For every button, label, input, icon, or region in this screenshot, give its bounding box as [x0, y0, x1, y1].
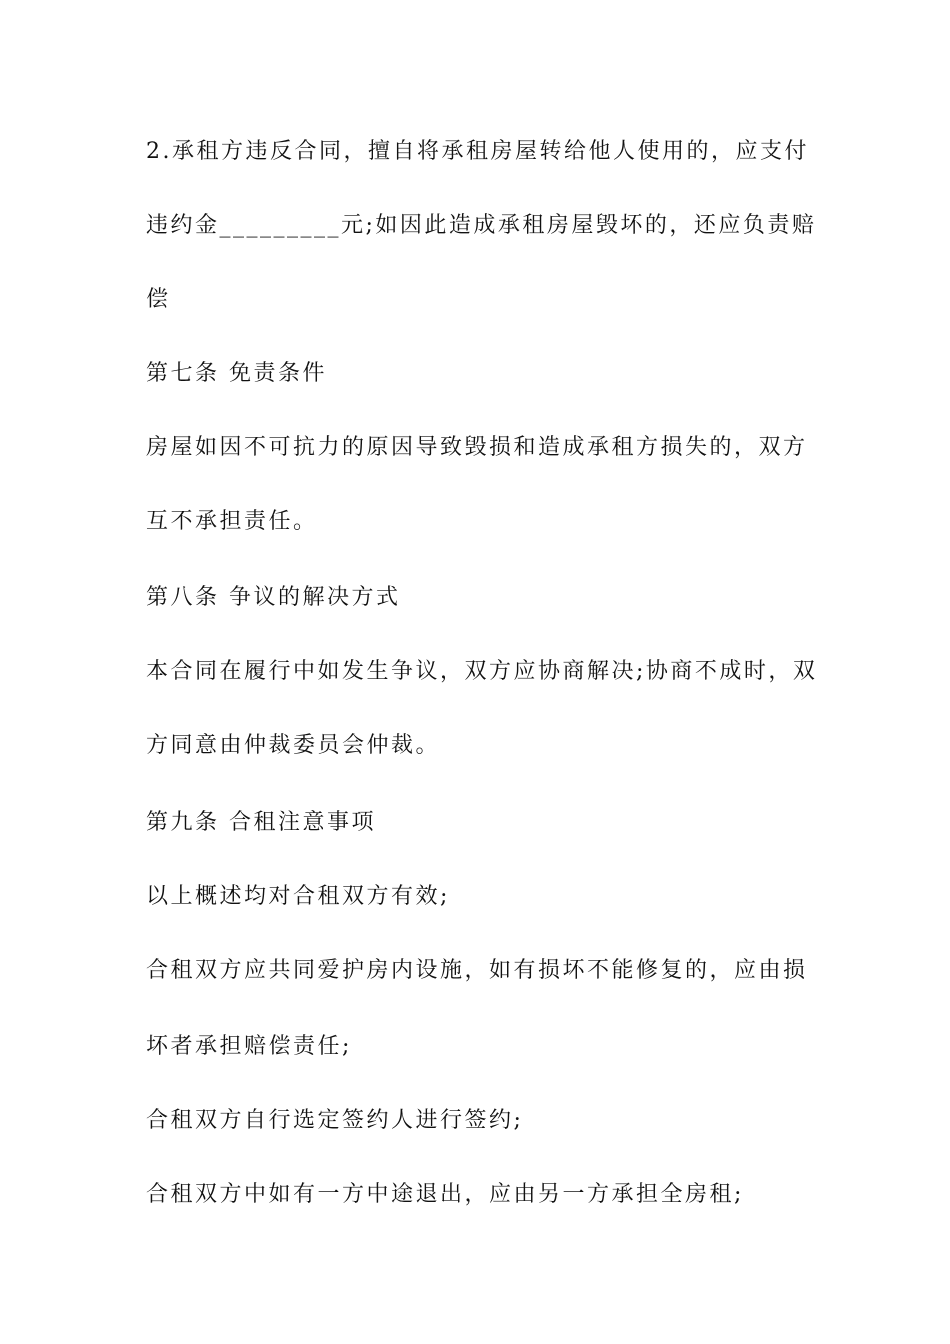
section-heading: 第七条 免责条件 [146, 361, 327, 386]
section-heading: 第九条 合租注意事项 [146, 810, 376, 835]
paragraph-line: 合租双方中如有一方中途退出，应由另一方承担全房租; [146, 1182, 744, 1207]
paragraph-line: 违约金_________元;如因此造成承租房屋毁坏的，还应负责赔 [146, 213, 817, 238]
paragraph-line: 以上概述均对合租双方有效; [146, 884, 450, 909]
paragraph-line: 坏者承担赔偿责任; [146, 1034, 352, 1059]
paragraph-line: 互不承担责任。 [146, 509, 318, 534]
paragraph-line: 方同意由仲裁委员会仲裁。 [146, 733, 441, 758]
paragraph-line: 2.承租方违反合同，擅自将承租房屋转给他人使用的，应支付 [146, 139, 809, 164]
section-heading: 第八条 争议的解决方式 [146, 585, 401, 610]
paragraph-line: 合租双方自行选定签约人进行签约; [146, 1108, 524, 1133]
paragraph-line: 合租双方应共同爱护房内设施，如有损坏不能修复的，应由损 [146, 958, 808, 983]
paragraph-line: 房屋如因不可抗力的原因导致毁损和造成承租方损失的，双方 [146, 435, 808, 460]
paragraph-line: 本合同在履行中如发生争议，双方应协商解决;协商不成时，双 [146, 659, 818, 684]
paragraph-line: 偿 [146, 287, 171, 312]
